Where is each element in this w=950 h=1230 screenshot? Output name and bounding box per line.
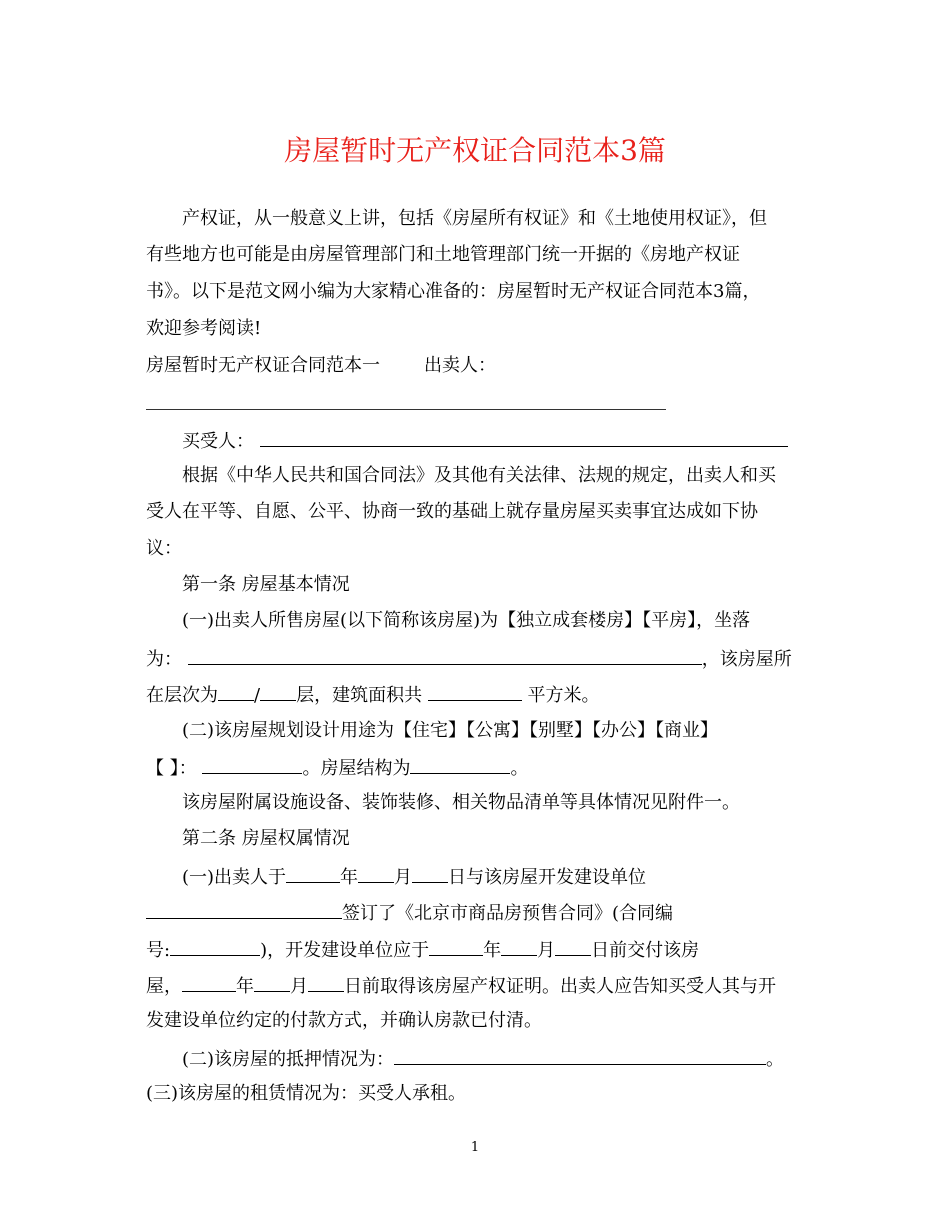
period: 。: [510, 758, 529, 779]
year-label: 年: [483, 940, 502, 961]
year-label: 年: [340, 867, 359, 888]
buyer-blank: [260, 428, 788, 447]
contract-number-line: [146, 937, 806, 963]
attachment-line: 该房屋附属设施设备、装饰装修、相关物品清单等具体情况见附件一。: [182, 792, 740, 813]
intro-line: 产权证，从一般意义上讲，包括《房屋所有权证》和《土地使用权证》，但: [182, 208, 767, 229]
seller-blank: [146, 409, 666, 410]
article1-item1-line: (一)出卖人所售房屋(以下简称该房屋)为【独立成套楼房】【平房】，坐落: [182, 610, 751, 631]
contract-number-label: 号:: [146, 940, 171, 961]
article2-title: 第二条 房屋权属情况: [182, 828, 350, 849]
location-blank: [188, 646, 702, 665]
basis-line: 受人在平等、自愿、公平、协商一致的基础上就存量房屋买卖事宜达成如下协: [146, 501, 758, 522]
certificate-text: 日前取得该房屋产权证明。出卖人应告知买受人其与开: [344, 976, 776, 997]
location-label: 为：: [146, 649, 182, 670]
cert-year-blank: [182, 973, 236, 992]
article1-title: 第一条 房屋基本情况: [182, 574, 350, 595]
certificate-line: [146, 973, 806, 999]
area-blank: [428, 682, 522, 701]
intro-line: 有些地方也可能是由房屋管理部门和土地管理部门统一开据的《房地产权证: [146, 244, 740, 265]
sample1-heading-line: [146, 354, 806, 378]
delivery-year-blank: [429, 937, 483, 956]
developer-blank: [146, 900, 342, 919]
sample1-heading: 房屋暂时无产权证合同范本一: [146, 355, 380, 376]
structure-line: [146, 755, 806, 781]
floor-line: [146, 682, 806, 708]
buyer-label: 买受人：: [182, 431, 254, 452]
delivery-day-blank: [555, 937, 591, 956]
house-text: 屋，: [146, 976, 182, 997]
cert-month-blank: [254, 973, 290, 992]
buyer-line: [182, 428, 842, 454]
slash: /: [254, 685, 261, 706]
structure-blank: [410, 755, 510, 774]
month-label: 月: [290, 976, 308, 997]
contract-number-blank: [170, 937, 260, 956]
intro-line: 书》。以下是范文网小编为大家精心准备的：房屋暂时无产权证合同范本3篇，: [146, 281, 761, 302]
page-number: 1: [470, 1140, 480, 1155]
month-label: 月: [394, 867, 413, 888]
floor-text: 在层次为: [146, 685, 218, 706]
basis-line: 根据《中华人民共和国合同法》及其他有关法律、法规的规定，出卖人和买: [182, 465, 776, 486]
area-unit: 平方米。: [527, 685, 600, 706]
delivery-month-blank: [501, 937, 537, 956]
mortgage-line: [182, 1046, 842, 1072]
usage-line: (二)该房屋规划设计用途为【住宅】【公寓】【别墅】【办公】【商业】: [182, 720, 719, 741]
total-floors-blank: [260, 682, 296, 701]
year-label: 年: [236, 976, 254, 997]
floor-label: ，该房屋所: [701, 649, 792, 670]
other-usage-blank: [202, 755, 302, 774]
month-blank: [358, 864, 394, 883]
cert-day-blank: [308, 973, 344, 992]
developer-line: [146, 900, 806, 926]
seller-label: 出卖人：: [424, 355, 496, 376]
document-title: 房屋暂时无产权证合同范本3篇: [284, 134, 666, 167]
month-label: 月: [537, 940, 556, 961]
day-blank: [412, 864, 448, 883]
mortgage-label: (二)该房屋的抵押情况为：: [182, 1049, 395, 1070]
basis-line: 议：: [146, 538, 182, 559]
mortgage-blank: [394, 1046, 766, 1065]
year-blank: [286, 864, 340, 883]
delivery-text: 日前交付该房: [591, 940, 700, 961]
seller-date-label: (一)出卖人于: [182, 867, 287, 888]
structure-label: 。房屋结构为: [302, 758, 411, 779]
area-label: 层，建筑面积共: [296, 685, 423, 706]
payment-line: 发建设单位约定的付款方式，并确认房款已付清。: [146, 1010, 542, 1031]
delivery-label: )，开发建设单位应于: [260, 940, 430, 961]
other-usage-label: 【 】：: [146, 758, 197, 779]
presale-date-line: [182, 864, 842, 890]
lease-line: (三)该房屋的租赁情况为：买受人承租。: [146, 1083, 467, 1104]
floor-blank: [218, 682, 254, 701]
intro-line: 欢迎参考阅读!: [146, 318, 262, 339]
contract-text: 签订了《北京市商品房预售合同》(合同编: [342, 903, 674, 924]
location-line: [146, 646, 806, 672]
period: 。: [766, 1049, 785, 1070]
developer-label: 日与该房屋开发建设单位: [448, 867, 647, 888]
